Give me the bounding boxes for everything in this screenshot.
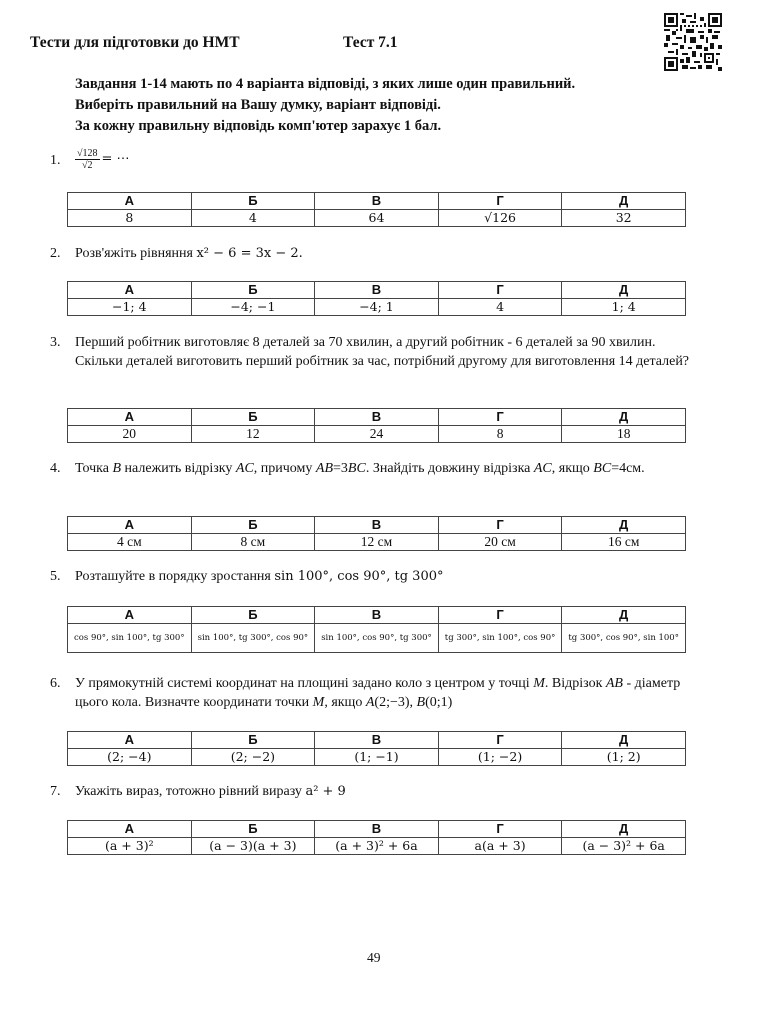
equation: x² − 6 = 3x − 2. — [196, 246, 303, 261]
answer-cell: (1; −2) — [438, 749, 562, 766]
page-number: 49 — [367, 950, 381, 965]
answer-header: В — [315, 517, 439, 534]
answer-table-3 — [67, 408, 686, 443]
question-prefix: Укажіть вираз, тотожно рівний виразу — [75, 784, 302, 799]
question-prefix: Розташуйте в порядку зростання — [75, 569, 271, 584]
answer-header: Б — [191, 282, 315, 299]
answer-table-1 — [67, 192, 686, 227]
answer-header: Д — [562, 409, 686, 426]
question-number: 1. — [50, 153, 61, 168]
question-number: 7. — [50, 784, 61, 799]
page-header — [30, 34, 398, 52]
question-number: 6. — [50, 676, 61, 691]
question-text: У прямокутній системі координат на площині задано коло з центром у точці M. Відрізок AB - діаметр цього кола. Визначте координати точки M, якщо A(2;−3), B(0;1) — [75, 676, 681, 710]
answer-header: Д — [562, 193, 686, 210]
answer-cell: 12 см — [315, 534, 439, 551]
instruction-line: Виберіть правильний на Вашу думку, варіант відповіді. — [75, 97, 441, 113]
fraction — [75, 148, 100, 171]
answer-header: А — [68, 821, 192, 838]
answer-cell: 18 — [562, 426, 686, 443]
answer-header: Б — [191, 821, 315, 838]
answer-header: В — [315, 821, 439, 838]
expression: sin 100°, cos 90°, tg 300° — [274, 569, 444, 584]
answer-header: А — [68, 607, 192, 624]
question-text — [75, 244, 690, 263]
answer-header: В — [315, 732, 439, 749]
answer-cell: 8 — [68, 210, 192, 227]
answer-cell: tg 300°, cos 90°, sin 100° — [562, 624, 686, 653]
answer-header: А — [68, 282, 192, 299]
answer-header: Г — [438, 607, 562, 624]
fraction-numerator: √128 — [77, 148, 98, 159]
answer-cell: tg 300°, sin 100°, cos 90° — [438, 624, 562, 653]
header-title: Тести для підготовки до НМТ — [30, 34, 240, 51]
answer-header: А — [68, 193, 192, 210]
answer-header: Б — [191, 193, 315, 210]
answer-header: А — [68, 409, 192, 426]
answer-cell: 12 — [191, 426, 315, 443]
answer-header: Д — [562, 732, 686, 749]
answer-header: Г — [438, 732, 562, 749]
question-text — [75, 782, 690, 801]
answer-header: В — [315, 193, 439, 210]
answer-header: Г — [438, 409, 562, 426]
answer-cell: 64 — [315, 210, 439, 227]
qr-code — [663, 13, 723, 71]
answer-header: Г — [438, 193, 562, 210]
answer-header: Г — [438, 282, 562, 299]
answer-cell: 20 — [68, 426, 192, 443]
answer-cell: −4; 1 — [315, 299, 439, 316]
question-text: Точка B належить відрізку AC, причому AB=3BC. Знайдіть довжину відрізка AC, якщо BC=4см. — [75, 461, 645, 476]
answer-cell: 4 — [438, 299, 562, 316]
answer-table-2 — [67, 281, 686, 316]
expression: a² + 9 — [305, 784, 346, 799]
question-number: 3. — [50, 335, 61, 350]
question-text — [75, 148, 690, 171]
answer-header: В — [315, 409, 439, 426]
answer-cell: 24 — [315, 426, 439, 443]
answer-header: В — [315, 607, 439, 624]
answer-cell: a(a + 3) — [438, 838, 562, 855]
answer-header: Д — [562, 517, 686, 534]
answer-cell: (a − 3)² + 6a — [562, 838, 686, 855]
instruction-line: За кожну правильну відповідь комп'ютер зарахує 1 бал. — [75, 118, 442, 134]
answer-header: Д — [562, 821, 686, 838]
answer-cell: (a + 3)² + 6a — [315, 838, 439, 855]
answer-cell: (2; −2) — [191, 749, 315, 766]
answer-header: А — [68, 517, 192, 534]
answer-cell: 32 — [562, 210, 686, 227]
answer-cell: 8 — [438, 426, 562, 443]
question-text: Перший робітник виготовляє 8 деталей за 70 хвилин, а другий робітник - 6 деталей за 90 хвилин. Скільки деталей виготовить перший робітник за час, потрібний другому для виготовлення 14 деталей? — [75, 335, 690, 369]
answer-cell: (a − 3)(a + 3) — [191, 838, 315, 855]
question-prefix: Розв'яжіть рівняння — [75, 246, 193, 261]
answer-header: Г — [438, 517, 562, 534]
answer-header: Б — [191, 517, 315, 534]
answer-header: Д — [562, 282, 686, 299]
answer-cell: sin 100°, tg 300°, cos 90° — [191, 624, 315, 653]
question-text — [75, 567, 690, 586]
answer-cell: √126 — [438, 210, 562, 227]
answer-cell: cos 90°, sin 100°, tg 300° — [68, 624, 192, 653]
test-label: Тест 7.1 — [343, 34, 398, 51]
answer-cell: 1; 4 — [562, 299, 686, 316]
question-number: 2. — [50, 246, 61, 261]
answer-cell: 8 см — [191, 534, 315, 551]
answer-table-6 — [67, 731, 686, 766]
instructions — [75, 74, 715, 137]
answer-header: Г — [438, 821, 562, 838]
question-number: 4. — [50, 461, 61, 476]
answer-table-4 — [67, 516, 686, 551]
answer-table-7 — [67, 820, 686, 855]
answer-cell: sin 100°, cos 90°, tg 300° — [315, 624, 439, 653]
answer-cell: (1; 2) — [562, 749, 686, 766]
answer-cell: 4 — [191, 210, 315, 227]
answer-cell: −1; 4 — [68, 299, 192, 316]
answer-table-5 — [67, 606, 686, 653]
answer-header: Б — [191, 409, 315, 426]
fraction-denominator: √2 — [82, 160, 93, 171]
answer-cell: 16 см — [562, 534, 686, 551]
answer-header: Б — [191, 607, 315, 624]
answer-cell: (1; −1) — [315, 749, 439, 766]
answer-cell: 20 см — [438, 534, 562, 551]
answer-header: В — [315, 282, 439, 299]
answer-header: Б — [191, 732, 315, 749]
answer-cell: (2; −4) — [68, 749, 192, 766]
answer-cell: (a + 3)² — [68, 838, 192, 855]
answer-cell: 4 см — [68, 534, 192, 551]
question-number: 5. — [50, 569, 61, 584]
answer-header: Д — [562, 607, 686, 624]
answer-cell: −4; −1 — [191, 299, 315, 316]
instruction-line: Завдання 1-14 мають по 4 варіанта відповіді, з яких лише один правильний. — [75, 76, 576, 92]
answer-header: А — [68, 732, 192, 749]
fraction-suffix: = ⋯ — [101, 151, 130, 167]
